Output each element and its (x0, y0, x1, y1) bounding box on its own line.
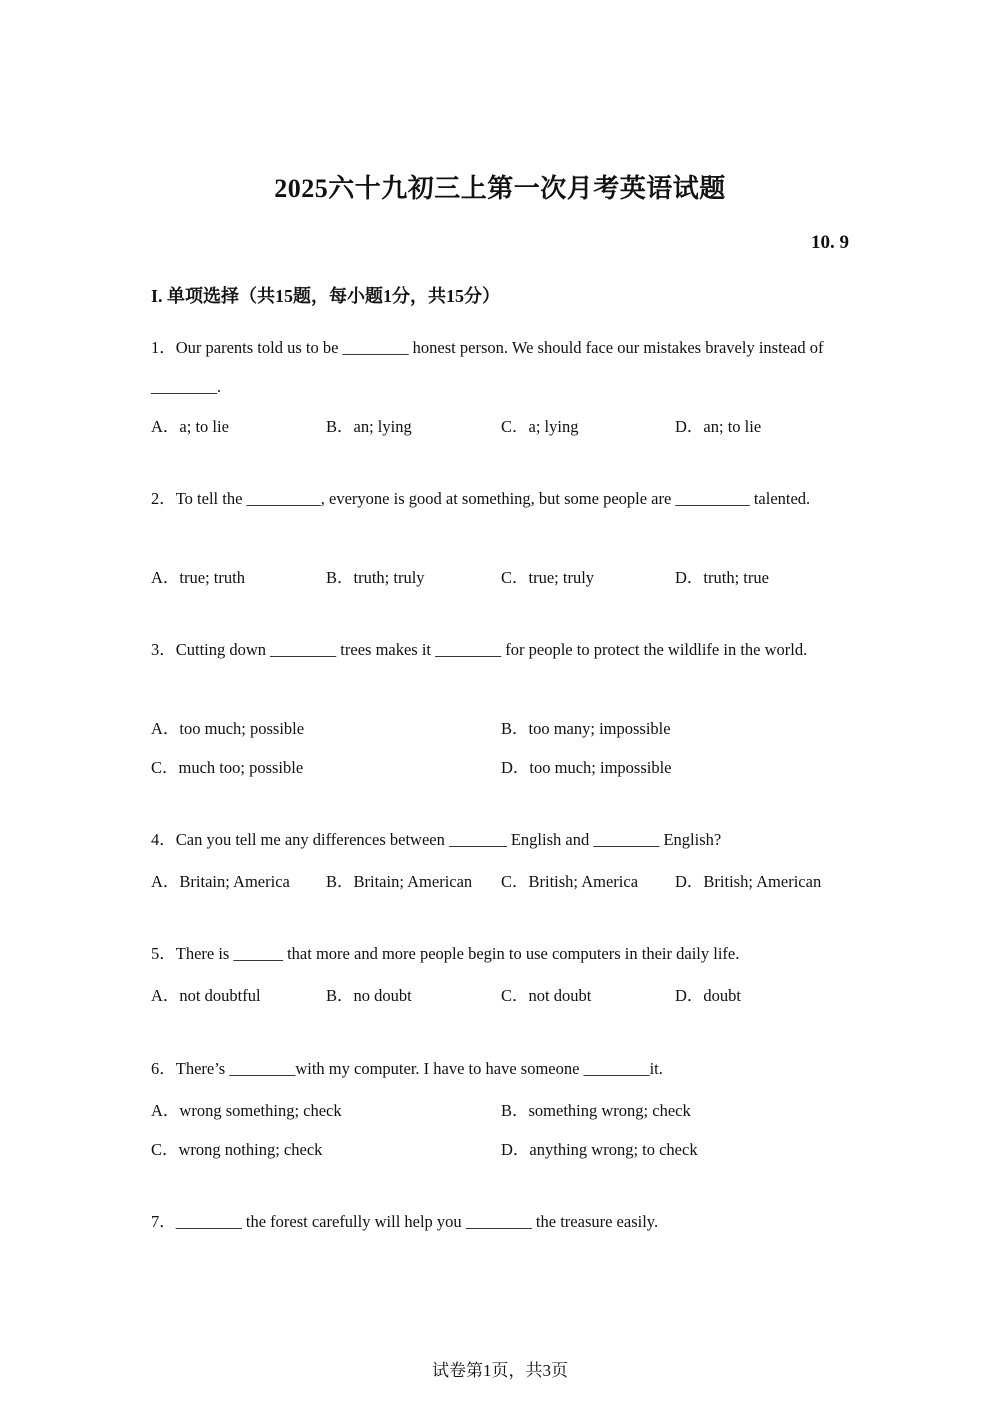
page-footer: 试卷第1页，共3页 (432, 1361, 568, 1380)
option-b: B．too many; impossible (501, 719, 671, 738)
option-c: C．wrong nothing; check (151, 1140, 323, 1159)
question-4-options (151, 868, 851, 892)
exam-date: 10. 9 (811, 232, 849, 253)
question-2-options (151, 564, 851, 588)
option-a: A．wrong something; check (151, 1101, 342, 1120)
question-1: 1．Our parents told us to be ________ honest person. We should face our mistakes bravely instead of ________. (151, 338, 824, 396)
option-a: A．a; to lie (151, 417, 229, 436)
option-a: A．Britain; America (151, 872, 290, 891)
option-b: B．no doubt (326, 986, 412, 1005)
option-c: C．not doubt (501, 986, 592, 1005)
option-a: A．true; truth (151, 568, 245, 587)
question-6: 6．There’s ________with my computer. I have to have someone ________it. (151, 1059, 663, 1078)
exam-title: 2025六十九初三上第一次月考英语试题 (274, 174, 726, 203)
question-6-options-row1 (151, 1097, 851, 1121)
question-5-options (151, 982, 851, 1006)
question-6-options-row2 (151, 1136, 851, 1160)
option-d: D．an; to lie (675, 417, 762, 436)
option-b: B．Britain; American (326, 872, 473, 891)
option-d: D．truth; true (675, 568, 769, 587)
option-c: C．British; America (501, 872, 639, 891)
option-a: A．too much; possible (151, 719, 305, 738)
question-7: 7．________ the forest carefully will help you ________ the treasure easily. (151, 1212, 659, 1231)
option-d: D．anything wrong; to check (501, 1140, 698, 1159)
question-3-options-row1 (151, 715, 851, 739)
option-b: B．an; lying (326, 417, 412, 436)
option-c: C．much too; possible (151, 758, 304, 777)
section-heading: I. 单项选择（共15题，每小题1分，共15分） (151, 286, 501, 306)
question-4: 4．Can you tell me any differences between _______ English and ________ English? (151, 830, 722, 849)
question-5: 5．There is ______ that more and more people begin to use computers in their daily life. (151, 944, 740, 963)
question-1-options (151, 413, 851, 437)
option-b: B．truth; truly (326, 568, 425, 587)
option-d: D．doubt (675, 986, 741, 1005)
option-d: D．British; American (675, 872, 822, 891)
option-d: D．too much; impossible (501, 758, 672, 777)
option-c: C．a; lying (501, 417, 579, 436)
question-3: 3．Cutting down ________ trees makes it ________ for people to protect the wildlife in the world. (151, 640, 808, 659)
question-3-options-row2 (151, 754, 851, 778)
question-2: 2．To tell the _________, everyone is good at something, but some people are _________ talented. (151, 489, 811, 508)
option-c: C．true; truly (501, 568, 595, 587)
option-b: B．something wrong; check (501, 1101, 691, 1120)
option-a: A．not doubtful (151, 986, 261, 1005)
